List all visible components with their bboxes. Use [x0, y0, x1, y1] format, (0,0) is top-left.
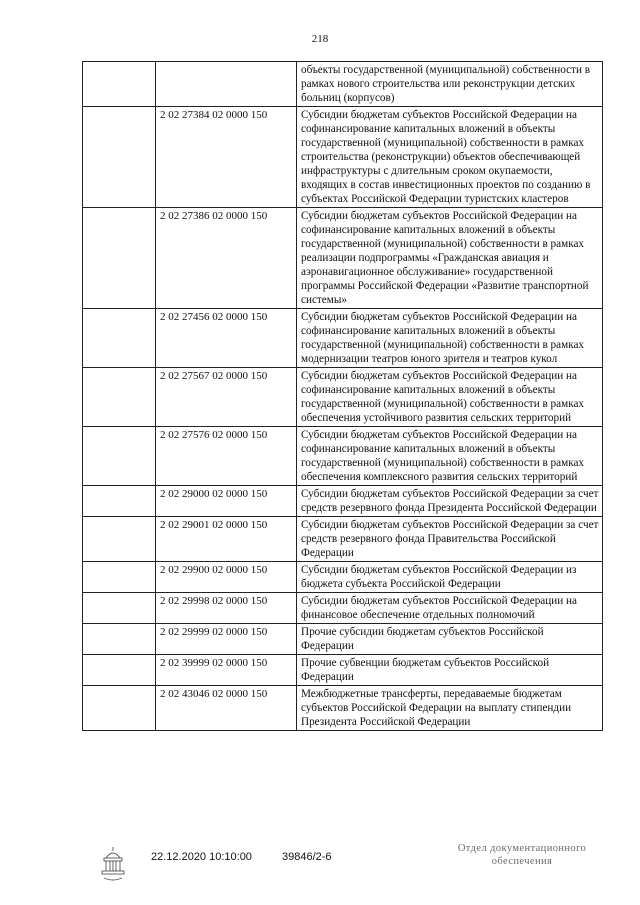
table-row	[83, 309, 603, 368]
row-number-cell	[83, 686, 156, 731]
page-footer	[0, 840, 640, 900]
table-row	[83, 655, 603, 686]
budget-code-cell	[156, 62, 297, 107]
table-row	[83, 107, 603, 208]
footer-timestamp: 22.12.2020 10:10:00	[151, 851, 252, 863]
budget-code-cell: 2 02 29900 02 0000 150	[156, 562, 297, 593]
page-number: 218	[311, 33, 329, 45]
table-row	[83, 624, 603, 655]
table-row	[83, 686, 603, 731]
row-number-cell	[83, 309, 156, 368]
budget-code-cell: 2 02 27384 02 0000 150	[156, 107, 297, 208]
budget-code-cell: 2 02 27456 02 0000 150	[156, 309, 297, 368]
budget-code-cell: 2 02 27567 02 0000 150	[156, 368, 297, 427]
table-row	[83, 208, 603, 309]
description-cell: Субсидии бюджетам субъектов Российской Федерации из бюджета субъекта Российской Федерации	[297, 562, 603, 593]
budget-code-cell: 2 02 39999 02 0000 150	[156, 655, 297, 686]
budget-code-cell: 2 02 29001 02 0000 150	[156, 517, 297, 562]
description-cell: Субсидии бюджетам субъектов Российской Федерации на софинансирование капитальных вложений в объекты государственной (муниципальной) собственности в рамках обеспечения комплексного развития сельских территорий	[297, 427, 603, 486]
table-row	[83, 562, 603, 593]
description-cell: объекты государственной (муниципальной) собственности в рамках нового строительства или реконструкции детских больниц (корпусов)	[297, 62, 603, 107]
budget-code-cell: 2 02 29000 02 0000 150	[156, 486, 297, 517]
description-cell: Субсидии бюджетам субъектов Российской Федерации на софинансирование капитальных вложений в объекты государственной (муниципальной) собственности в рамках модернизации театров юного зрителя и театров кукол	[297, 309, 603, 368]
row-number-cell	[83, 486, 156, 517]
row-number-cell	[83, 208, 156, 309]
description-cell: Прочие субвенции бюджетам субъектов Российской Федерации	[297, 655, 603, 686]
row-number-cell	[83, 427, 156, 486]
description-cell: Субсидии бюджетам субъектов Российской Федерации на софинансирование капитальных вложений в объекты государственной (муниципальной) собственности в рамках обеспечения устойчивого развития сельских территорий	[297, 368, 603, 427]
description-cell: Субсидии бюджетам субъектов Российской Федерации на софинансирование капитальных вложений в объекты государственной (муниципальной) собственности в рамках строительства (реконструкции) объектов обеспечивающей инфраструктуры с длительным сроком окупаемости, входящих в состав инвестиционных проектов по созданию в субъектах Российской Федерации туристских кластеров	[297, 107, 603, 208]
budget-code-cell: 2 02 29998 02 0000 150	[156, 593, 297, 624]
budget-code-cell: 2 02 43046 02 0000 150	[156, 686, 297, 731]
row-number-cell	[83, 593, 156, 624]
table-row	[83, 517, 603, 562]
description-cell: Прочие субсидии бюджетам субъектов Российской Федерации	[297, 624, 603, 655]
table-row	[83, 486, 603, 517]
row-number-cell	[83, 624, 156, 655]
description-cell: Субсидии бюджетам субъектов Российской Федерации на софинансирование капитальных вложений в объекты государственной (муниципальной) собственности в рамках реализации подпрограммы «Гражданская авиация и аэронавигационное обслуживание» государственной программы Российской Федерации «Развитие транспортной системы»	[297, 208, 603, 309]
budget-codes-table	[82, 61, 603, 731]
description-cell: Межбюджетные трансферты, передаваемые бюджетам субъектов Российской Федерации на выплату стипендии Президента Российской Федерации	[297, 686, 603, 731]
footer-doc-number: 39846/2-6	[282, 851, 332, 863]
table-row	[83, 593, 603, 624]
table-body	[83, 62, 603, 731]
row-number-cell	[83, 517, 156, 562]
table-row	[83, 62, 603, 107]
budget-code-cell: 2 02 29999 02 0000 150	[156, 624, 297, 655]
row-number-cell	[83, 62, 156, 107]
description-cell: Субсидии бюджетам субъектов Российской Федерации на финансовое обеспечение отдельных полномочий	[297, 593, 603, 624]
row-number-cell	[83, 655, 156, 686]
department-stamp	[447, 842, 597, 868]
row-number-cell	[83, 562, 156, 593]
description-cell: Субсидии бюджетам субъектов Российской Федерации за счет средств резервного фонда Правительства Российской Федерации	[297, 517, 603, 562]
stamp-line-2: обеспечения	[491, 856, 553, 867]
stamp-line-1: Отдел документационного	[457, 843, 587, 854]
row-number-cell	[83, 368, 156, 427]
budget-code-cell: 2 02 27576 02 0000 150	[156, 427, 297, 486]
table-row	[83, 368, 603, 427]
description-cell: Субсидии бюджетам субъектов Российской Федерации за счет средств резервного фонда Президента Российской Федерации	[297, 486, 603, 517]
row-number-cell	[83, 107, 156, 208]
budget-code-cell: 2 02 27386 02 0000 150	[156, 208, 297, 309]
parliament-building-icon	[100, 844, 126, 884]
table-row	[83, 427, 603, 486]
